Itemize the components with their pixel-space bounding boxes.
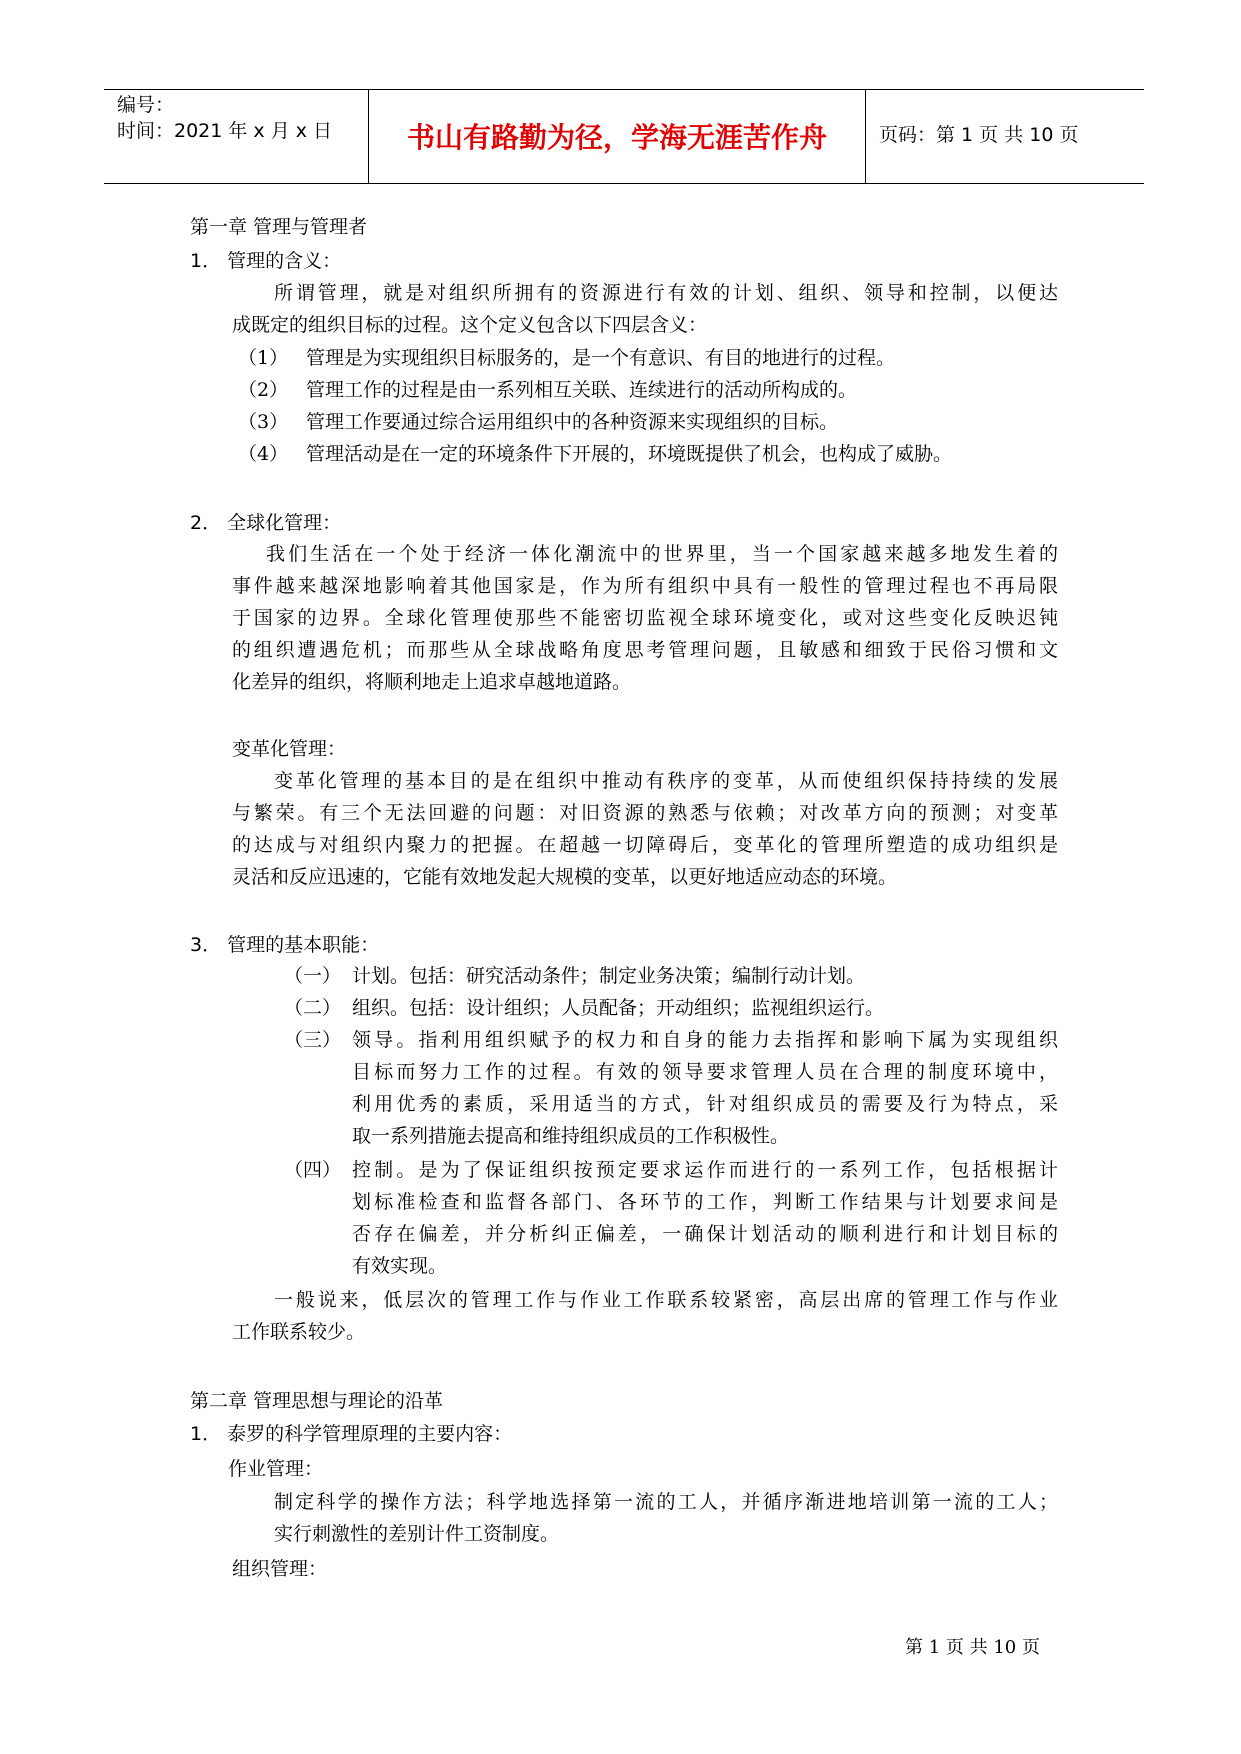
header-page-label: 页码：第 1 页 共 10 页 — [879, 124, 1079, 146]
paragraph-line: 成既定的组织目标的过程。这个定义包含以下四层含义： — [232, 314, 708, 336]
list-item-text: 取一系列措施去提高和维持组织成员的工作积极性。 — [352, 1125, 790, 1147]
list-item-text: 目标而努力工作的过程。有效的领导要求管理人员在合理的制度环境中， — [352, 1061, 1058, 1083]
header-motto: 书山有路勤为径，学海无涯苦作舟 — [406, 121, 827, 154]
list-item-text: 否存在偏差，并分析纠正偏差，一确保计划活动的顺利进行和计划目标的 — [352, 1223, 1058, 1245]
paragraph-line: 灵活和反应迅速的，它能有效地发起大规模的变革，以更好地适应动态的环境。 — [232, 866, 898, 888]
paragraph-line: 于国家的边界。全球化管理使那些不能密切监视全球环境变化，或对这些变化反映迟钝 — [232, 607, 1058, 629]
section-heading: 3． 管理的基本职能： — [190, 934, 380, 956]
list-item-number: （2） — [238, 379, 289, 401]
list-item-text: 计划。包括：研究活动条件；制定业务决策；编制行动计划。 — [352, 965, 866, 987]
list-item-number: （三） — [284, 1029, 342, 1051]
list-item-number: （4） — [238, 443, 289, 465]
document-time-label: 时间：2021 年 x 月 x 日 — [117, 120, 333, 142]
list-item-text: 划标准检查和监督各部门、各环节的工作，判断工作结果与计划要求间是 — [352, 1191, 1058, 1213]
paragraph-line: 变革化管理的基本目的是在组织中推动有秩序的变革，从而使组织保持持续的发展 — [274, 770, 1058, 792]
subsection-heading: 作业管理： — [228, 1458, 324, 1480]
paragraph-line: 制定科学的操作方法；科学地选择第一流的工人，并循序渐进地培训第一流的工人； — [274, 1491, 1058, 1513]
document-number-label: 编号： — [117, 94, 175, 116]
section-heading: 2． 全球化管理： — [190, 512, 342, 534]
list-item-text: 控制。是为了保证组织按预定要求运作而进行的一系列工作，包括根据计 — [352, 1159, 1058, 1181]
section-heading: 1． 泰罗的科学管理原理的主要内容： — [190, 1423, 513, 1445]
list-item-text: 领导。指利用组织赋予的权力和自身的能力去指挥和影响下属为实现组织 — [352, 1029, 1058, 1051]
list-item-number: （二） — [284, 997, 342, 1019]
list-item-text: 利用优秀的素质，采用适当的方式，针对组织成员的需要及行为特点，采 — [352, 1093, 1058, 1115]
section-heading: 1． 管理的含义： — [190, 250, 342, 272]
list-item-number: （1） — [238, 347, 289, 369]
list-item-text: 管理工作的过程是由一系列相互关联、连续进行的活动所构成的。 — [306, 379, 858, 401]
header-meta-cell — [104, 90, 369, 183]
header-motto-cell — [369, 90, 866, 183]
paragraph-line: 的组织遭遇危机；而那些从全球战略角度思考管理问题，且敏感和细致于民俗习惯和文 — [232, 639, 1058, 661]
paragraph-line: 实行刺激性的差别计件工资制度。 — [274, 1523, 560, 1545]
paragraph-line: 一般说来，低层次的管理工作与作业工作联系较紧密，高层出席的管理工作与作业 — [274, 1289, 1058, 1311]
list-item-text: 有效实现。 — [352, 1255, 448, 1277]
page-footer: 第 1 页 共 10 页 — [905, 1637, 1040, 1658]
header-page-cell — [866, 90, 1144, 183]
list-item-text: 管理活动是在一定的环境条件下开展的，环境既提供了机会，也构成了威胁。 — [306, 443, 953, 465]
paragraph-line: 化差异的组织，将顺利地走上追求卓越地道路。 — [232, 671, 632, 693]
paragraph-line: 与繁荣。有三个无法回避的问题：对旧资源的熟悉与依赖；对改革方向的预测；对变革 — [232, 802, 1058, 824]
list-item-text: 组织。包括：设计组织；人员配备；开动组织；监视组织运行。 — [352, 997, 885, 1019]
paragraph-line: 所谓管理，就是对组织所拥有的资源进行有效的计划、组织、领导和控制，以便达 — [274, 282, 1058, 304]
paragraph-line: 工作联系较少。 — [232, 1321, 366, 1343]
list-item-number: （一） — [284, 965, 342, 987]
chapter-title: 第一章 管理与管理者 — [190, 216, 368, 238]
subsection-heading: 变革化管理： — [232, 738, 347, 760]
paragraph-line: 事件越来越深地影响着其他国家是，作为所有组织中具有一般性的管理过程也不再局限 — [232, 575, 1058, 597]
list-item-text: 管理是为实现组织目标服务的，是一个有意识、有目的地进行的过程。 — [306, 347, 896, 369]
list-item-number: （四） — [284, 1159, 342, 1181]
paragraph-line: 我们生活在一个处于经济一体化潮流中的世界里，当一个国家越来越多地发生着的 — [266, 543, 1058, 565]
subsection-heading: 组织管理： — [232, 1558, 328, 1580]
page-header — [104, 89, 1144, 184]
list-item-text: 管理工作要通过综合运用组织中的各种资源来实现组织的目标。 — [306, 411, 839, 433]
chapter-title: 第二章 管理思想与理论的沿革 — [190, 1390, 444, 1412]
list-item-number: （3） — [238, 411, 289, 433]
paragraph-line: 的达成与对组织内聚力的把握。在超越一切障碍后，变革化的管理所塑造的成功组织是 — [232, 834, 1058, 856]
